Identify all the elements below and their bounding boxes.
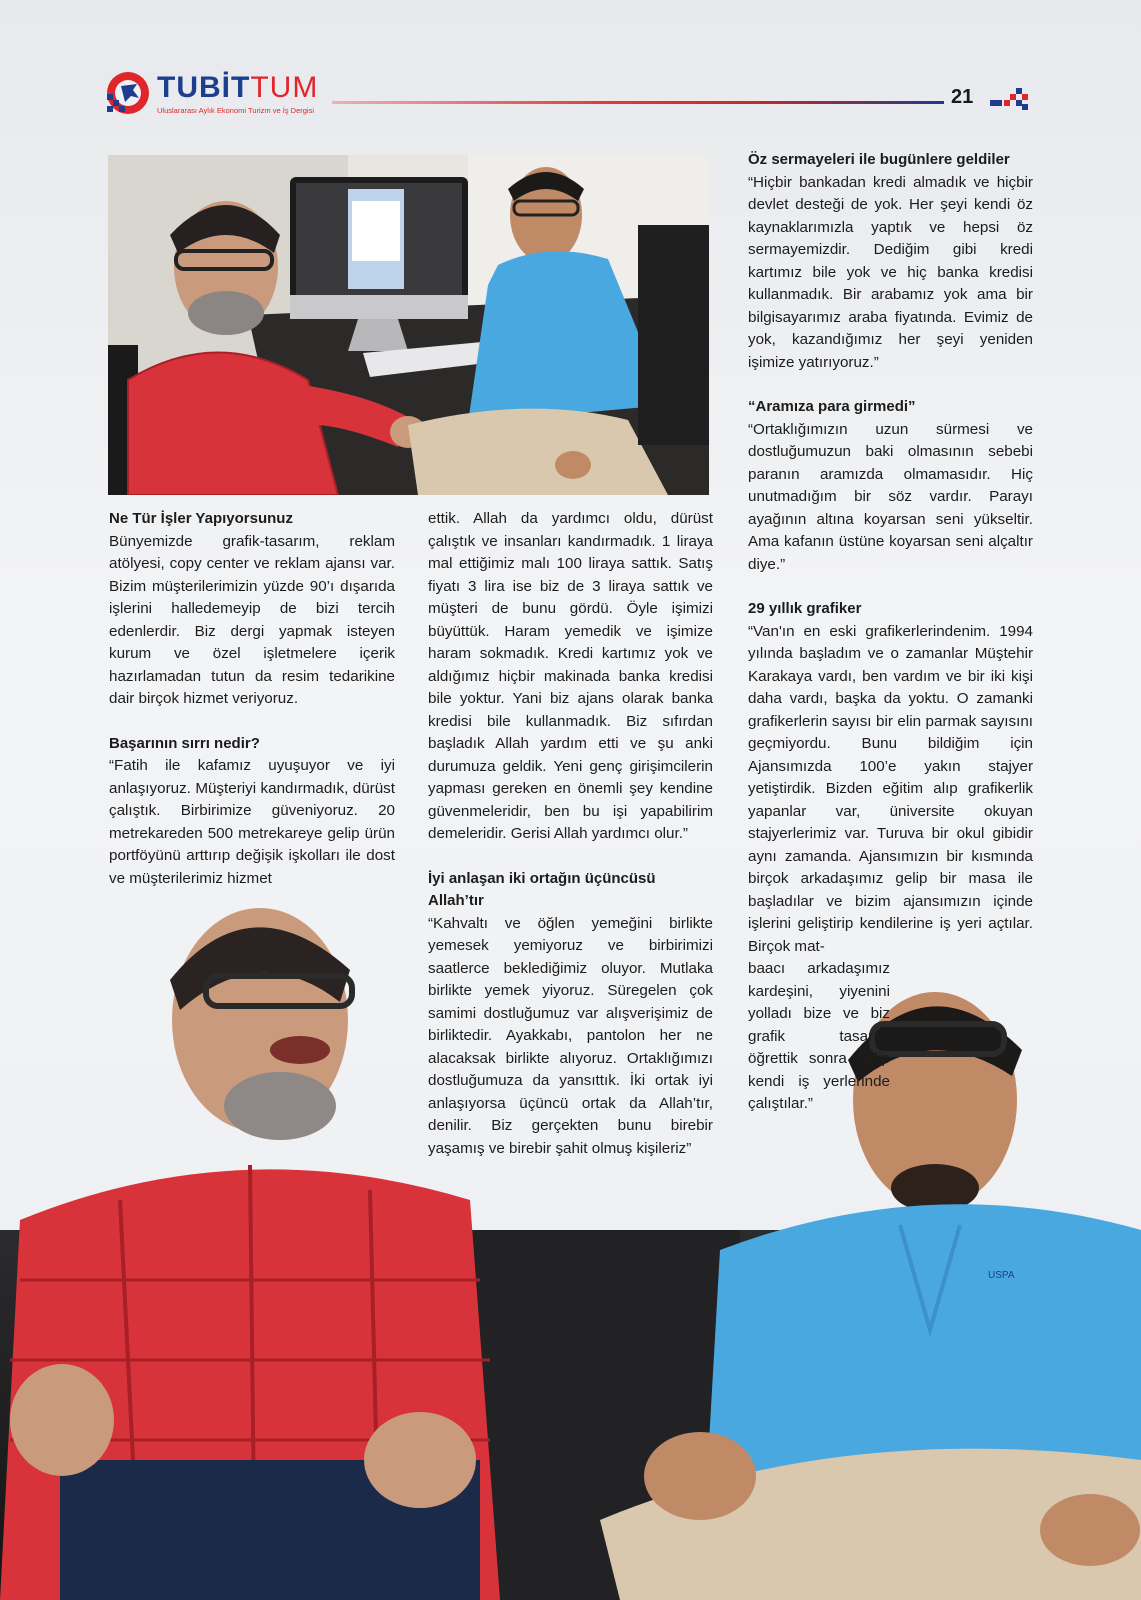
- page-number: 21: [951, 86, 974, 108]
- article-column-1: [109, 508, 395, 890]
- paragraph: “Ortaklığımızın uzun sürmesi ve dostluğumuzun baki olmasının sebebi paranın aramızda olmamasıdır. Hiç unutmadığım bir söz vardır. Parayı ayağının altına koyarsan seni yükseltir. Ama kafanın üstüne koyarsan seni alçaltır diye.”: [748, 420, 1033, 573]
- paragraph: Bünyemizde grafik-tasarım, reklam atölyesi, copy center ve reklam ajansı var. Bizim müşterilerimizin yüzde 90’ı dışarıda işlerini halledemeyip de bizi tercih edenlerdir. Biz dergi yapmak isteyen kurum ve özel işletmelere içerik hazırlamadan tutun da resim tedarikine dair birçok hizmet veriyoruz.: [109, 532, 395, 707]
- logo-wordmark: TUBİTTUM: [157, 71, 319, 104]
- paragraph: “Kahvaltı ve öğlen yemeğini birlikte yemesek yemiyoruz ve birbirimizi saatlerce beklediğimiz oluyor. Mutlaka birlikte yemek yiyoruz. Süregelen çok samimi dostluğumuz var alışverişimiz de birliktedir. Ayakkabı, pantolon her ne alacaksak birlikte alıyoruz. Ortaklığımızı dostluğumuza da yansıttık. İki ortak iyi anlaşıyorsa üçüncü ortak da Allah’tır, denilir. Biz gerçekten bunu birebir yaşamış ve birebir şahit olmuş kişileriz”: [428, 914, 713, 1157]
- section-heading: Öz sermayeleri ile bugünlere geldiler: [748, 151, 1010, 168]
- pixel-corner-icon: [990, 86, 1032, 110]
- paragraph: “Hiçbir bankadan kredi almadık ve hiçbir devlet desteği de yok. Her şeyi kendi öz kaynaklarımızla yaptık ve hepsi öz sermayemizdir. Dediğim gibi kredi kartımız bile yok ve hiç banka kredisi kullanmadık. Bir arabamız yok ama bir bilgisayarımız araba fiyatında. Evimiz de yok, kazandığımız her şeyi yeniden işimize yatırıyoruz.”: [748, 173, 1033, 371]
- section-heading: Başarının sırrı nedir?: [109, 734, 260, 752]
- section-heading: Ne Tür İşler Yapıyorsunuz: [109, 510, 293, 527]
- paragraph: “Van'ın en eski grafikerlerindenim. 1994 yılında başladım ve o zamanlar Müştehir Karakaya vardı, ben vardım ve bir iki kişi daha vardı, başka da yoktu. O zamanki grafikerlerin sayısı bir elin parmak sayısını geçmiyordu. Bunu bildiğim için Ajansımızda 100’e yakın stajyer yetiştirdik. Bizden eğitim alıp grafikerlik yapanlar var, üniversite okuyan stajyerlerimiz var. Turuva bir okul gibidir aynı zamanda. Ajansımızın bir kısmında birçok arkadaşımız gelip bir masa ile başladılar ve bizim ajansımızın içinde işlerini geliştirip kendilerine iş yeri açtılar. Birçok mat-: [748, 622, 1033, 955]
- logo-subtitle: Uluslararası Aylık Ekonomi Turizm ve İş Dergisi: [157, 106, 314, 115]
- svg-text:USPA: USPA: [988, 1270, 1015, 1281]
- top-photo: [108, 155, 709, 495]
- header-rule: [332, 101, 944, 104]
- paragraph: ettik. Allah da yardımcı oldu, dürüst çalıştık ve insanları kandırmadık. 1 liraya mal ettiğimiz malı 100 liraya sattık. Satış fiyatı 3 lira ise biz de 3 liraya sattık ve müşteri de bunu gördü. Öyle işimizi büyüttük. Haram yemedik ve işimize haram sokmadık. Kredi kartımız yok ve aldığımız hiçbir makinada banka kredisi bile yoktur. Yani biz ajans olarak banka kredisi bile kullanmadık. Biz sıfırdan başladık Allah yardım etti ve şu anki durumuza geldik. Yeni genç girişimcilerin yapması gereken en önemli şey kendine güvenmeleridir, ben bu işi yapabilirim demeleridir. Gerisi Allah yardımcı olur.”: [428, 510, 713, 842]
- article-column-2: [428, 508, 713, 1160]
- section-heading: 29 yıllık grafiker: [748, 600, 862, 617]
- paragraph: baacı arkadaşımız kardeşini, yiyenini yolladı bize ve biz grafik tasarım öğrettik sonra gidip kendi iş yerlerinde çalıştılar.”: [748, 960, 890, 1112]
- section-heading: “Aramıza para girmedi”: [748, 398, 916, 415]
- paragraph: “Fatih ile kafamız uyuşuyor ve iyi anlaşıyoruz. Müşteriyi kandırmadık, dürüst çalıştık. Birbirimize güveniyoruz. 20 metrekareden 500 metrekareye gelip ürün portföyünü arttırıp değişik işkolları ile dost ve müşterilerimiz hizmet: [109, 757, 395, 887]
- magazine-logo[interactable]: [105, 66, 325, 122]
- article-column-3: [748, 149, 1033, 1116]
- section-heading: İyi anlaşan iki ortağın üçüncüsü Allah’tır: [428, 869, 656, 909]
- logo-emblem-icon: [105, 70, 151, 116]
